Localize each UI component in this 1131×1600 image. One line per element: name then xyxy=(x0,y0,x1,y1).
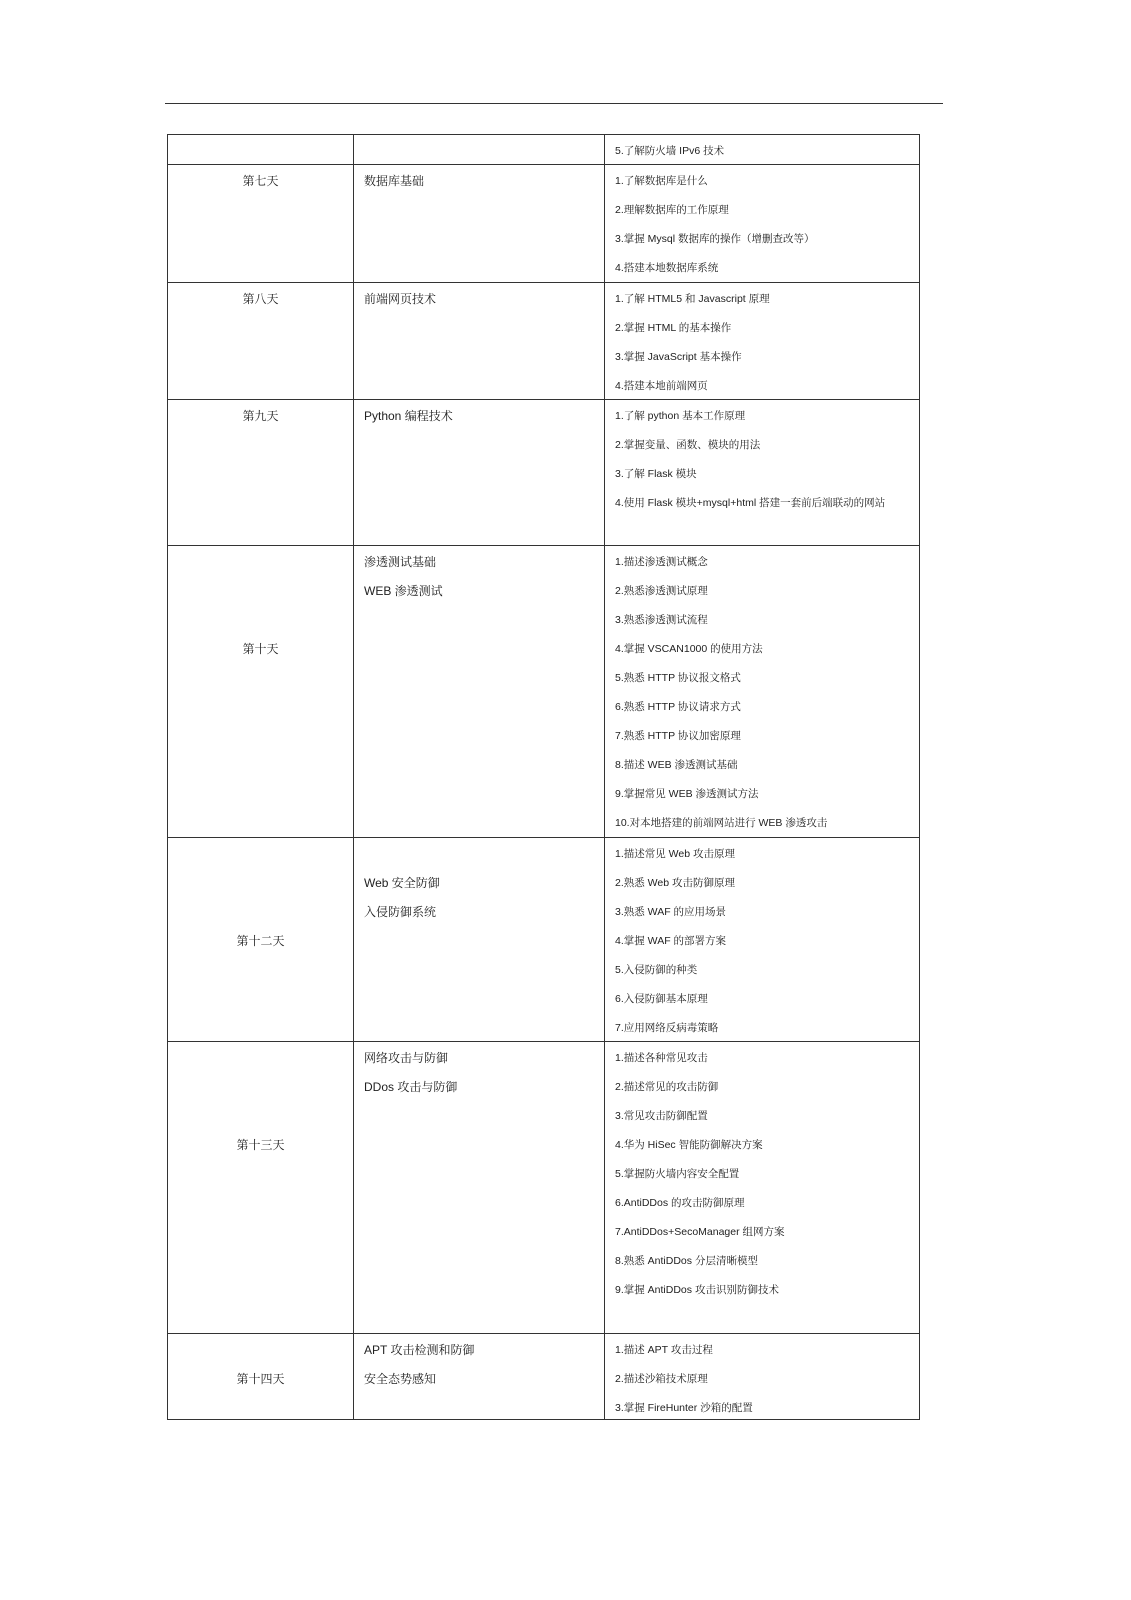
day-label: 第十二天 xyxy=(236,934,285,948)
topic-label: APT 攻击检测和防御 xyxy=(364,1343,475,1357)
table-row xyxy=(168,282,919,399)
objective-item: 2.掌握 HTML 的基本操作 xyxy=(615,322,732,334)
topic-cell xyxy=(353,838,604,1041)
topic-label: 渗透测试基础 xyxy=(364,555,437,569)
day-cell xyxy=(168,135,353,164)
objective-item: 2.描述常见的攻击防御 xyxy=(615,1081,719,1093)
objectives-cell xyxy=(604,1334,919,1419)
objective-item: 2.理解数据库的工作原理 xyxy=(615,204,729,216)
topic-label: Web 安全防御 xyxy=(364,876,440,890)
objective-item: 4.掌握 VSCAN1000 的使用方法 xyxy=(615,643,763,655)
objective-item: 6.入侵防御基本原理 xyxy=(615,993,708,1005)
objective-item: 3.掌握 Mysql 数据库的操作（增删查改等） xyxy=(615,233,815,245)
objective-item: 10.对本地搭建的前端网站进行 WEB 渗透攻击 xyxy=(615,817,828,829)
day-cell xyxy=(168,1334,353,1419)
topic-label: 网络攻击与防御 xyxy=(364,1051,449,1065)
objective-item: 1.描述渗透测试概念 xyxy=(615,556,708,568)
objective-item: 2.描述沙箱技术原理 xyxy=(615,1373,708,1385)
objective-item: 1.了解 python 基本工作原理 xyxy=(615,410,746,422)
topic-label: 入侵防御系统 xyxy=(364,905,437,919)
objectives-cell xyxy=(604,1042,919,1333)
objective-item: 2.掌握变量、函数、模块的用法 xyxy=(615,439,761,451)
objective-item: 8.描述 WEB 渗透测试基础 xyxy=(615,759,738,771)
objective-item: 5.熟悉 HTTP 协议报文格式 xyxy=(615,672,741,684)
topic-cell xyxy=(353,135,604,164)
table-row xyxy=(168,545,919,837)
objective-item: 4.使用 Flask 模块+mysql+html 搭建一套前后端联动的网站 xyxy=(615,497,886,509)
objective-item: 3.掌握 JavaScript 基本操作 xyxy=(615,351,742,363)
objective-item: 3.熟悉渗透测试流程 xyxy=(615,614,708,626)
objective-item: 5.了解防火墙 IPv6 技术 xyxy=(615,145,725,157)
objective-item: 3.常见攻击防御配置 xyxy=(615,1110,708,1122)
objective-item: 4.搭建本地数据库系统 xyxy=(615,262,719,274)
table-row xyxy=(168,164,919,282)
day-cell xyxy=(168,165,353,282)
objective-item: 4.搭建本地前端网页 xyxy=(615,380,708,392)
topic-cell xyxy=(353,400,604,545)
topic-cell xyxy=(353,165,604,282)
objective-item: 7.熟悉 HTTP 协议加密原理 xyxy=(615,730,741,742)
objective-item: 1.了解数据库是什么 xyxy=(615,175,708,187)
day-label: 第十四天 xyxy=(236,1372,285,1386)
day-cell xyxy=(168,400,353,545)
topic-label: DDos 攻击与防御 xyxy=(364,1080,458,1094)
objective-item: 4.掌握 WAF 的部署方案 xyxy=(615,935,727,947)
objective-item: 8.熟悉 AntiDDos 分层清晰模型 xyxy=(615,1255,758,1267)
table-row xyxy=(168,135,919,164)
objective-item: 6.AntiDDos 的攻击防御原理 xyxy=(615,1197,745,1209)
objective-item: 5.入侵防御的种类 xyxy=(615,964,698,976)
day-label: 第十三天 xyxy=(236,1138,285,1152)
topic-cell xyxy=(353,546,604,837)
table-row xyxy=(168,1041,919,1333)
day-label: 第十天 xyxy=(242,642,279,656)
objectives-cell xyxy=(604,546,919,837)
day-label: 第七天 xyxy=(242,174,279,188)
day-cell xyxy=(168,546,353,837)
topic-label: 安全态势感知 xyxy=(364,1372,437,1386)
objectives-cell xyxy=(604,135,919,164)
objective-item: 2.熟悉渗透测试原理 xyxy=(615,585,708,597)
topic-label: WEB 渗透测试 xyxy=(364,584,443,598)
table-row xyxy=(168,1333,919,1419)
objectives-cell xyxy=(604,165,919,282)
objective-item: 3.熟悉 WAF 的应用场景 xyxy=(615,906,727,918)
objective-item: 7.应用网络反病毒策略 xyxy=(615,1022,719,1034)
day-cell xyxy=(168,1042,353,1333)
objective-item: 4.华为 HiSec 智能防御解决方案 xyxy=(615,1139,763,1151)
objective-item: 2.熟悉 Web 攻击防御原理 xyxy=(615,877,735,889)
objective-item: 1.描述各种常见攻击 xyxy=(615,1052,708,1064)
day-label: 第九天 xyxy=(242,409,279,423)
objectives-cell xyxy=(604,400,919,545)
objective-item: 1.了解 HTML5 和 Javascript 原理 xyxy=(615,293,770,305)
objective-item: 6.熟悉 HTTP 协议请求方式 xyxy=(615,701,741,713)
topic-cell xyxy=(353,283,604,399)
objective-item: 9.掌握常见 WEB 渗透测试方法 xyxy=(615,788,759,800)
topic-label: Python 编程技术 xyxy=(364,409,453,423)
objective-item: 3.了解 Flask 模块 xyxy=(615,468,697,480)
day-cell xyxy=(168,838,353,1041)
topic-cell xyxy=(353,1334,604,1419)
objective-item: 7.AntiDDos+SecoManager 组网方案 xyxy=(615,1226,785,1238)
course-schedule-table xyxy=(167,134,920,1420)
objective-item: 5.掌握防火墙内容安全配置 xyxy=(615,1168,740,1180)
table-row xyxy=(168,399,919,545)
objective-item: 3.掌握 FireHunter 沙箱的配置 xyxy=(615,1402,753,1414)
objectives-cell xyxy=(604,838,919,1041)
objective-item: 1.描述常见 Web 攻击原理 xyxy=(615,848,735,860)
topic-cell xyxy=(353,1042,604,1333)
objective-item: 1.描述 APT 攻击过程 xyxy=(615,1344,713,1356)
header-rule xyxy=(165,103,943,104)
objective-item: 9.掌握 AntiDDos 攻击识别防御技术 xyxy=(615,1284,779,1296)
table-row xyxy=(168,837,919,1041)
topic-label: 数据库基础 xyxy=(364,174,425,188)
objectives-cell xyxy=(604,283,919,399)
topic-label: 前端网页技术 xyxy=(364,292,437,306)
day-label: 第八天 xyxy=(242,292,279,306)
day-cell xyxy=(168,283,353,399)
